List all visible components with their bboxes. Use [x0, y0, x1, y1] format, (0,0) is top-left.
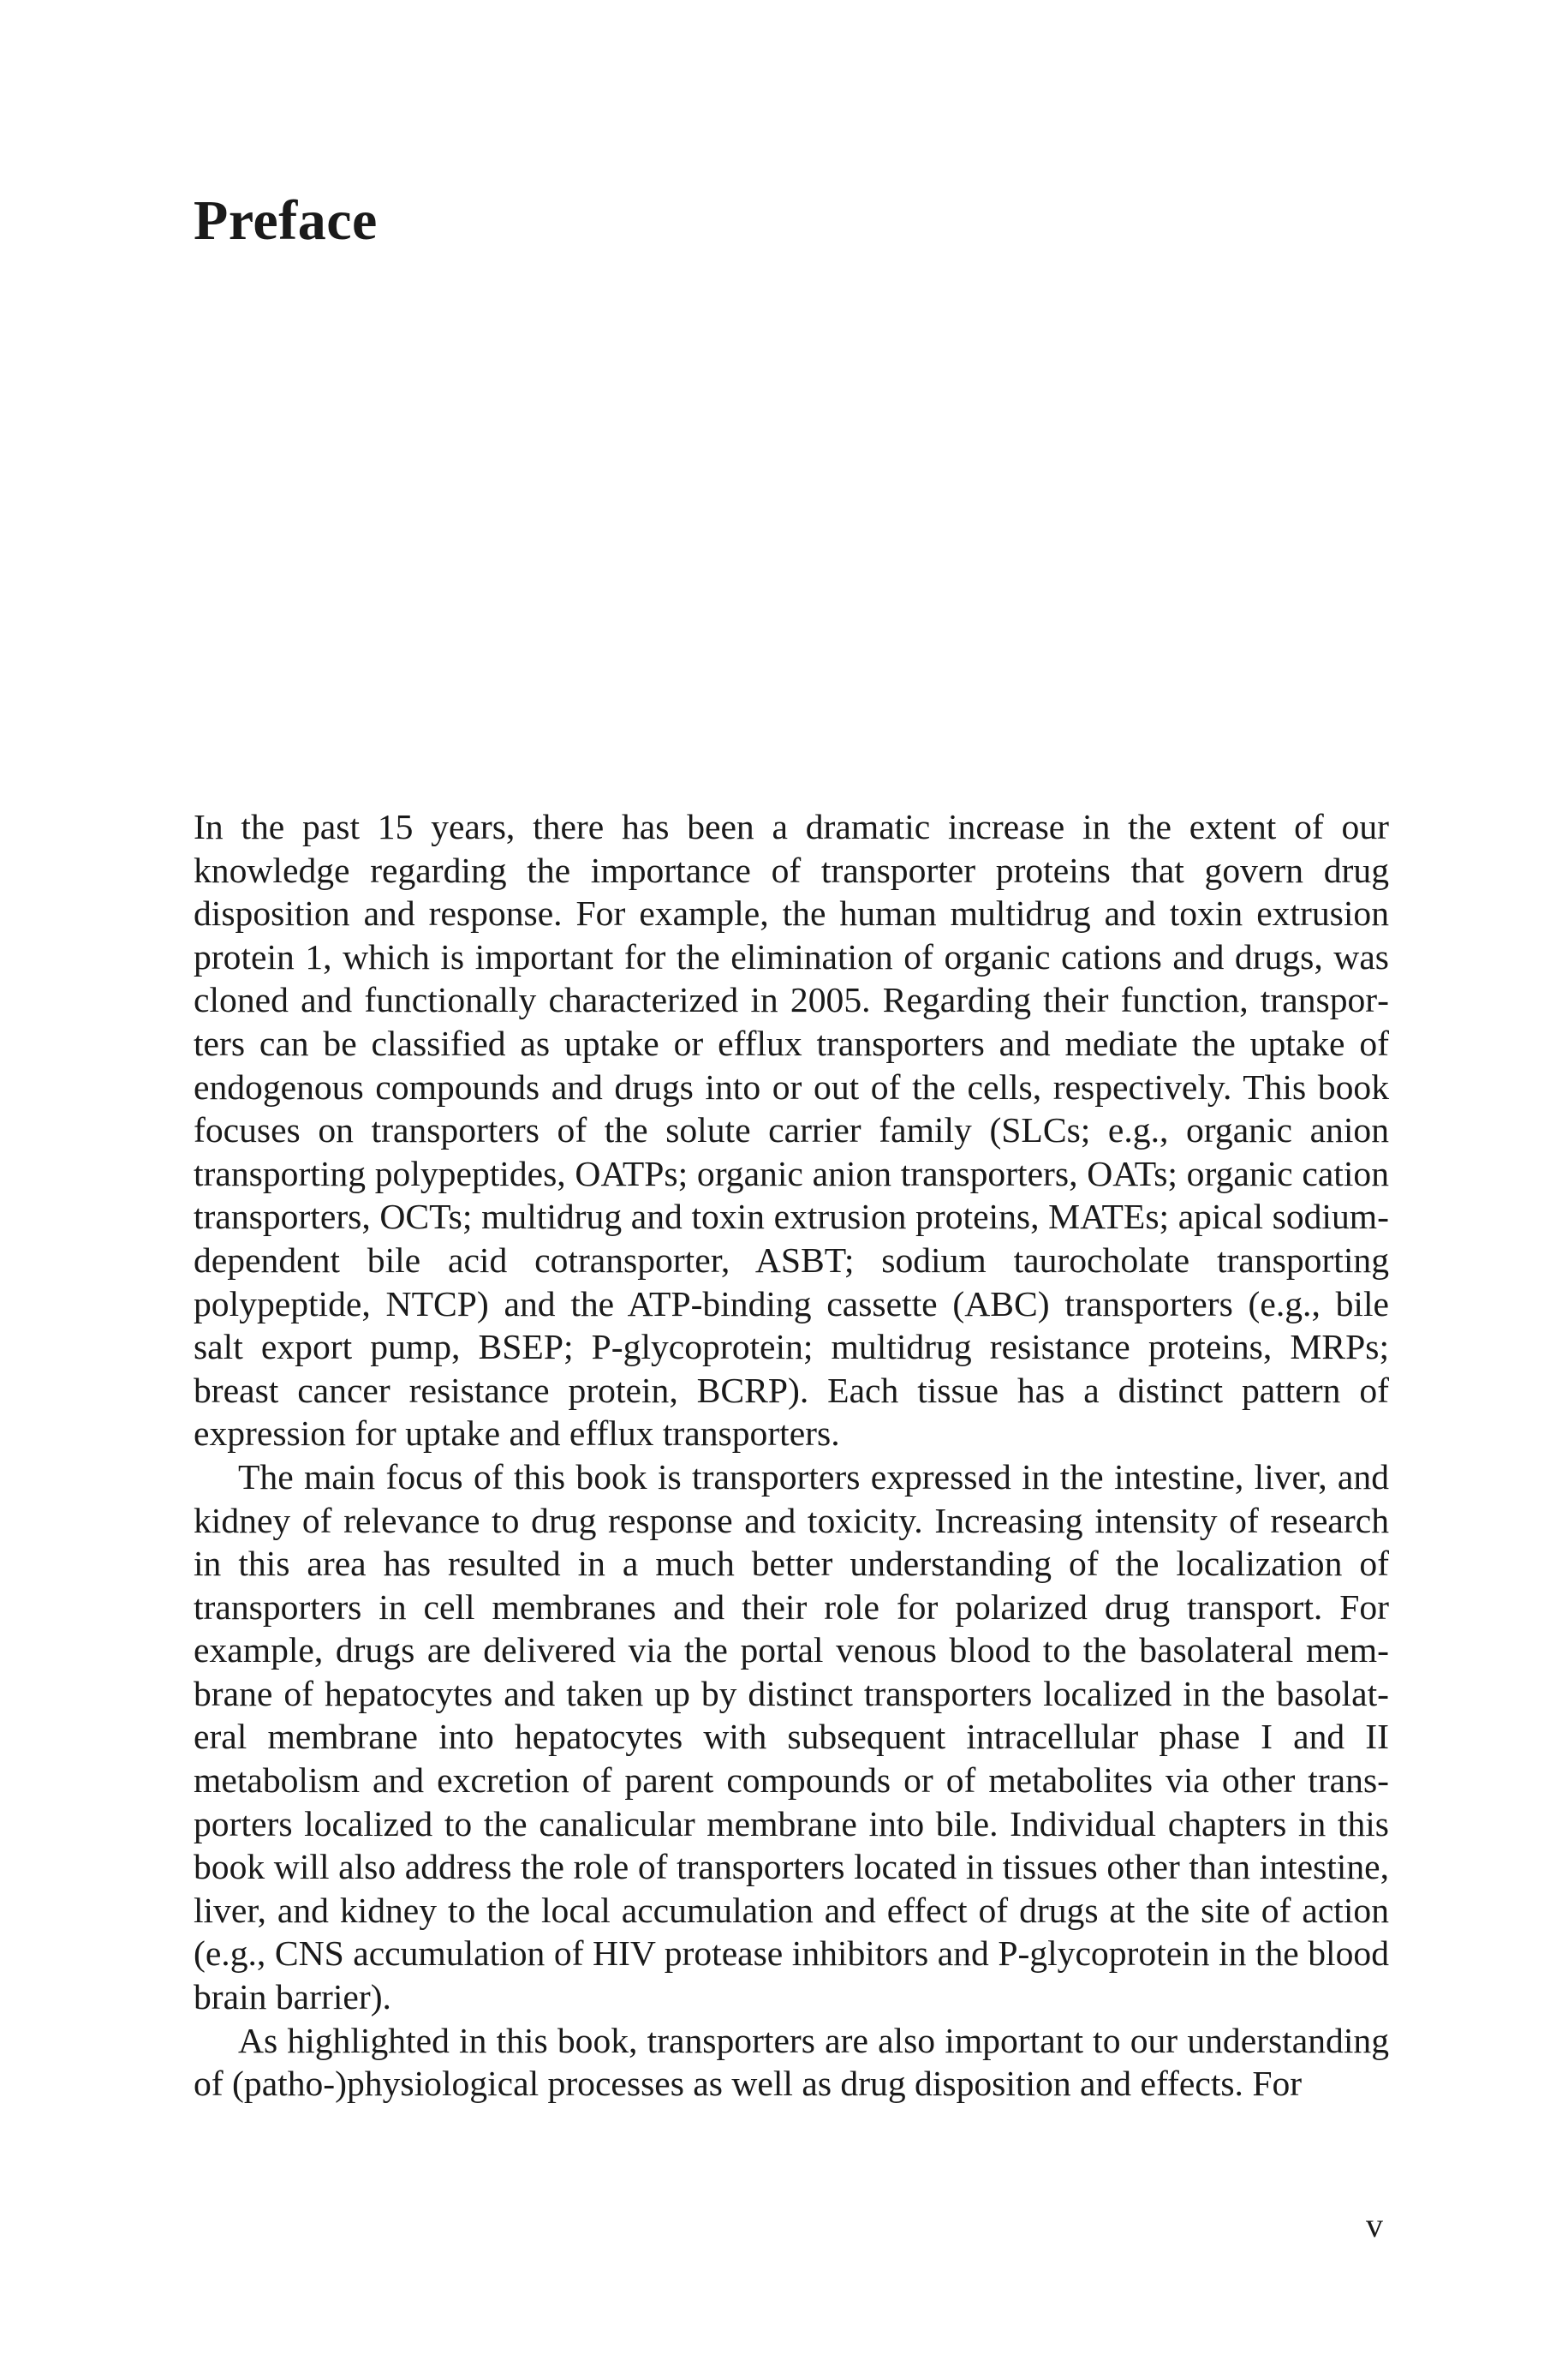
preface-body: [194, 805, 1389, 2106]
page-title: Preface: [194, 189, 378, 252]
page-number: v: [1366, 2206, 1383, 2244]
paragraph-1: In the past 15 years, there has been a dramatic increase in the extent of our knowledge regarding the importance of transporter proteins that govern drug disposition and response. For example, the human multidrug and toxin extrusion protein 1, which is important for the elimination of organic cations and drugs, was cloned and functionally characterized in 2005. Regarding their function, transporters can be classified as uptake or efflux transporters and mediate the uptake of endogenous compounds and drugs into or out of the cells, respectively. This book focuses on transporters of the solute carrier family (SLCs; e.g., organic anion transporting polypeptides, OATPs; organic anion transporters, OATs; organic cation transporters, OCTs; multidrug and toxin extrusion proteins, MATEs; apical sodium-dependent bile acid cotransporter, ASBT; sodium taurocholate transporting polypeptide, NTCP) and the ATP-binding cassette (ABC) transporters (e.g., bile salt export pump, BSEP; P-glycoprotein; multidrug resistance proteins, MRPs; breast cancer resistance protein, BCRP). Each tissue has a distinct pattern of expression for uptake and efflux transporters.: [194, 807, 1389, 1454]
paragraph-3: As highlighted in this book, transporters are also important to our understanding of (patho-)physiological processes as well as drug disposition and effects. For: [194, 2020, 1389, 2104]
paragraph-2: The main focus of this book is transporters expressed in the intestine, liver, and kidney of relevance to drug response and toxicity. Increasing intensity of research in this area has resulted in a much better understanding of the localization of transporters in cell membranes and their role for polarized drug transport. For example, drugs are delivered via the portal venous blood to the basolateral membrane of hepatocytes and taken up by distinct transporters localized in the basolateral membrane into hepatocytes with subsequent intracellular phase I and II metabolism and excretion of parent compounds or of metabolites via other transporters localized to the canalicular membrane into bile. Individual chapters in this book will also address the role of transporters located in tissues other than intestine, liver, and kidney to the local accumulation and effect of drugs at the site of action (e.g., CNS accumulation of HIV protease inhibitors and P-glycoprotein in the blood brain barrier).: [194, 1456, 1389, 2017]
